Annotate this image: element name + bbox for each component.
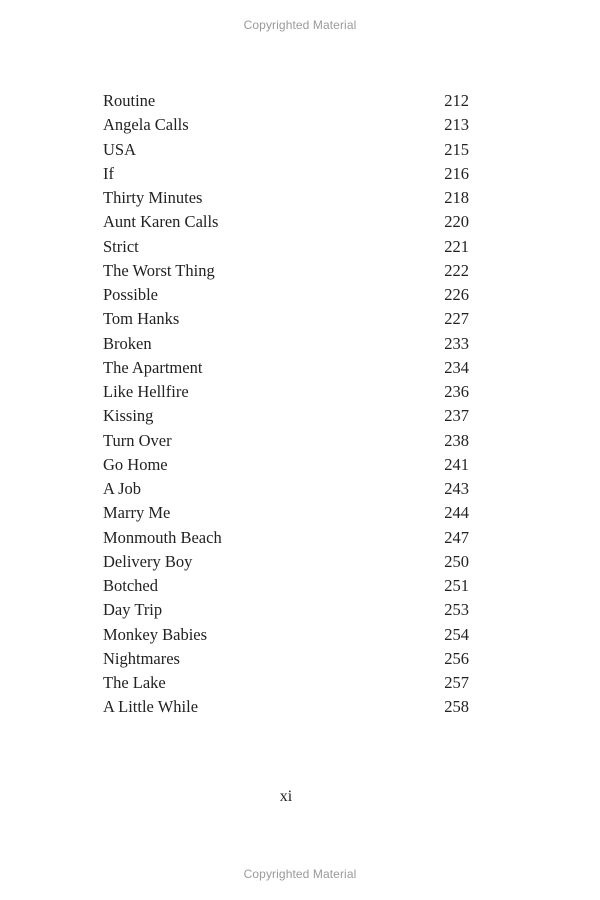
toc-entry-page: 237 [444, 406, 469, 426]
toc-entry-page: 244 [444, 503, 469, 523]
page-number: xi [279, 788, 293, 805]
toc-entry-title: Day Trip [103, 600, 163, 620]
toc-entry [103, 356, 469, 380]
toc-entry [103, 695, 469, 719]
toc-entry [103, 259, 469, 283]
toc-entry-page: 220 [444, 212, 469, 232]
toc-entry-title: Broken [103, 333, 152, 353]
toc-entry-page: 236 [444, 382, 469, 401]
toc-entry-page: 233 [444, 333, 469, 353]
toc-entry [103, 307, 469, 331]
toc-entry [103, 598, 469, 622]
toc-entry-page: 241 [444, 454, 469, 474]
toc-entry [103, 210, 469, 234]
toc-entry-title: USA [103, 139, 137, 159]
toc-entry-title: Angela Calls [103, 115, 189, 135]
toc-entry [103, 574, 469, 598]
toc-entry-title: Delivery Boy [103, 551, 193, 571]
toc-entry-title: The Lake [103, 673, 166, 692]
toc-entry [103, 501, 469, 525]
table-of-contents [103, 89, 469, 720]
toc-entry-title: A Little While [103, 697, 199, 717]
toc-entry-title: Strict [103, 236, 139, 256]
toc-entry-title: Nightmares [103, 648, 180, 668]
toc-entry [103, 453, 469, 477]
toc-entry [103, 235, 469, 259]
toc-entry [103, 550, 469, 574]
toc-entry-page: 218 [444, 188, 469, 207]
toc-entry-title: Possible [103, 285, 159, 304]
toc-entry-title: Like Hellfire [103, 382, 189, 401]
toc-entry-page: 212 [444, 91, 469, 110]
toc-entry-page: 254 [444, 624, 469, 644]
toc-entry-page: 234 [444, 357, 469, 377]
toc-entry-title: Monmouth Beach [103, 527, 222, 547]
toc-entry [103, 526, 469, 550]
toc-entry-title: Go Home [103, 454, 168, 474]
toc-entry-page: 257 [444, 673, 469, 692]
toc-entry [103, 89, 469, 113]
toc-entry-page: 221 [444, 236, 469, 256]
toc-entry-title: Thirty Minutes [103, 188, 203, 207]
toc-entry-page: 250 [444, 551, 469, 571]
copyright-watermark-top: Copyrighted Material [243, 18, 357, 32]
toc-entry [103, 477, 469, 501]
toc-entry [103, 113, 469, 137]
toc-entry-page: 238 [444, 430, 469, 450]
toc-entry [103, 429, 469, 453]
toc-entry-title: Routine [103, 91, 156, 110]
toc-entry [103, 186, 469, 210]
toc-entry [103, 283, 469, 307]
toc-entry-page: 222 [444, 260, 469, 280]
toc-entry-title: Monkey Babies [103, 624, 208, 644]
toc-entry [103, 380, 469, 404]
toc-entry-page: 243 [444, 479, 469, 498]
toc-entry-title: Turn Over [103, 430, 172, 450]
toc-entry-page: 247 [444, 527, 469, 547]
toc-entry [103, 623, 469, 647]
toc-entry [103, 404, 469, 428]
toc-entry-page: 216 [444, 163, 469, 183]
toc-entry-title: A Job [103, 479, 142, 498]
toc-entry-title: Tom Hanks [103, 309, 180, 329]
toc-entry-page: 256 [444, 648, 469, 668]
toc-entry-page: 226 [444, 285, 469, 304]
toc-entry-title: Botched [103, 576, 158, 595]
toc-entry-title: The Worst Thing [103, 260, 215, 280]
toc-entry [103, 671, 469, 695]
toc-entry-title: Marry Me [103, 503, 171, 523]
toc-entry-title: Aunt Karen Calls [103, 212, 219, 232]
toc-entry [103, 138, 469, 162]
toc-entry [103, 162, 469, 186]
toc-entry-page: 227 [444, 309, 469, 329]
toc-entry-title: If [103, 163, 114, 183]
toc-entry-page: 253 [444, 600, 469, 620]
toc-entry [103, 332, 469, 356]
toc-entry-page: 215 [444, 139, 469, 159]
toc-entry [103, 647, 469, 671]
toc-entry-title: The Apartment [103, 357, 203, 377]
toc-entry-page: 213 [444, 115, 469, 135]
toc-entry-title: Kissing [103, 406, 154, 426]
toc-entry-page: 251 [444, 576, 469, 595]
copyright-watermark-bottom: Copyrighted Material [243, 867, 357, 881]
toc-entry-page: 258 [444, 697, 469, 717]
